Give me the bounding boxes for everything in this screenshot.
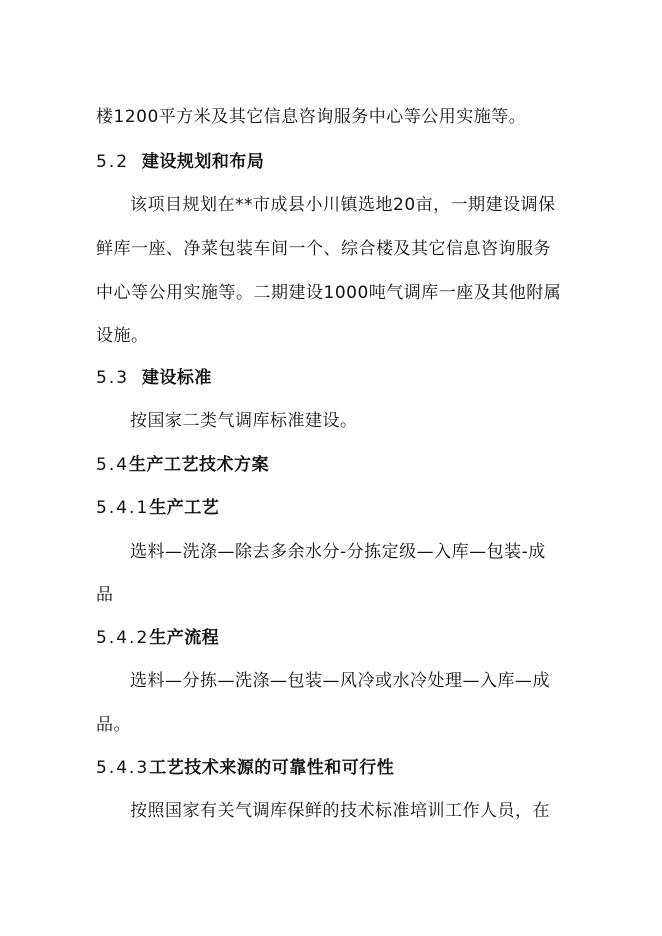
paragraph-line-10: 品。 <box>96 715 131 735</box>
section-title: 生产工艺技术方案 <box>129 455 270 475</box>
section-heading-5-4-3 <box>96 757 566 779</box>
paragraph-line-3: 鲜库一座、净菜包装车间一个、综合楼及其它信息咨询服务 <box>96 239 551 259</box>
section-number: 5.4 <box>96 455 130 475</box>
section-title: 建设规划和布局 <box>141 152 265 172</box>
paragraph-line-4: 中心等公用实施等。二期建设1000吨气调库一座及其他附属 <box>96 283 562 303</box>
section-title: 建设标准 <box>141 368 212 388</box>
section-title: 生产工艺 <box>149 498 220 518</box>
section-title: 工艺技术来源的可靠性和可行性 <box>149 758 395 778</box>
section-number: 5.3 <box>96 368 130 388</box>
paragraph-line-5: 设施。 <box>96 326 149 346</box>
section-heading-5-3 <box>96 367 566 389</box>
section-title: 生产流程 <box>149 628 220 648</box>
section-heading-5-2 <box>96 151 566 173</box>
section-number: 5.2 <box>96 152 130 172</box>
section-heading-5-4-2 <box>96 627 566 649</box>
paragraph-line-11: 按照国家有关气调库保鲜的技术标准培训工作人员，在 <box>130 801 550 821</box>
section-heading-5-4-1 <box>96 497 566 519</box>
section-number: 5.4.3 <box>96 758 150 778</box>
section-number: 5.4.2 <box>96 628 150 648</box>
paragraph-line-8: 品 <box>96 585 114 605</box>
paragraph-line-2: 该项目规划在**市成县小川镇选地20亩，一期建设调保 <box>130 195 556 215</box>
paragraph-line-6: 按国家二类气调库标准建设。 <box>130 411 358 431</box>
paragraph-line-1: 楼1200平方米及其它信息咨询服务中心等公用实施等。 <box>96 107 527 127</box>
paragraph-line-9: 选料—分拣—洗涤—包装—风冷或水冷处理—入库—成 <box>130 671 550 691</box>
section-heading-5-4 <box>96 454 566 476</box>
section-number: 5.4.1 <box>96 498 150 518</box>
paragraph-line-7: 选料—洗涤—除去多余水分-分拣定级—入库—包装-成 <box>130 542 546 562</box>
